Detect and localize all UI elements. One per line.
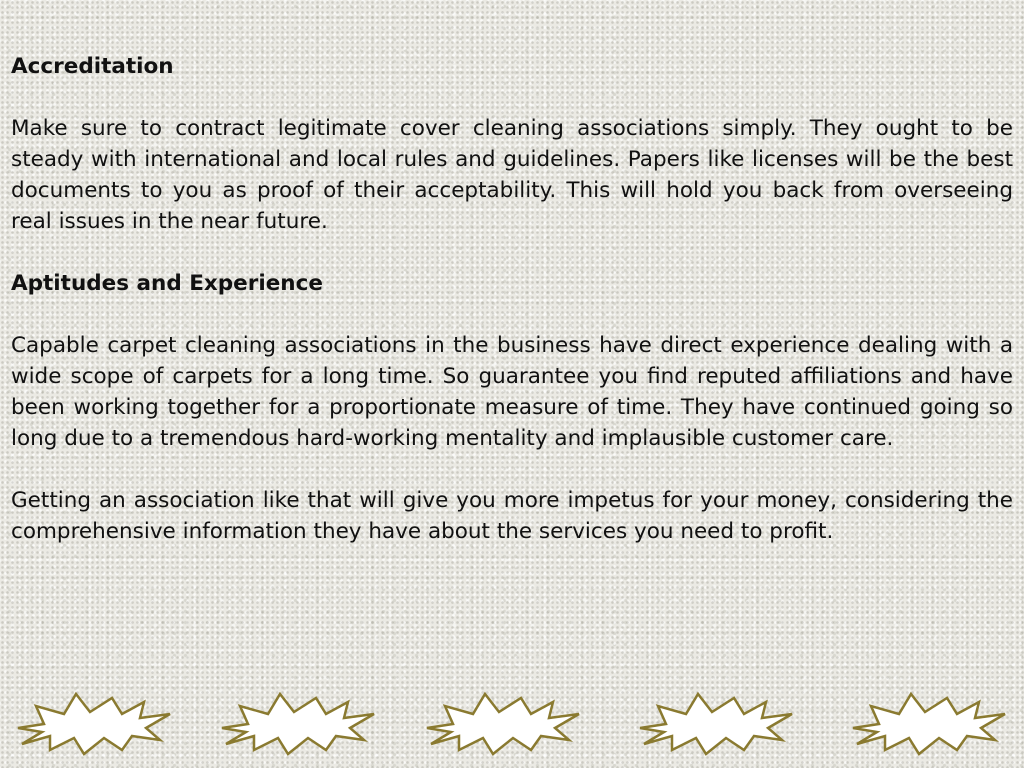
starburst-row <box>0 684 1024 758</box>
aptitudes-paragraph-2: Getting an association like that will give you more impetus for your money, considering the comprehensive information they have about the services you need to profit. <box>11 488 1013 544</box>
slide-content <box>11 51 1013 547</box>
section-heading-aptitudes: Aptitudes and Experience <box>11 271 323 296</box>
starburst-icon <box>222 694 374 754</box>
starburst-icon <box>640 694 792 754</box>
section-heading-accreditation: Accreditation <box>11 54 174 79</box>
starburst-icon <box>427 694 579 754</box>
aptitudes-paragraph-1: Capable carpet cleaning associations in the business have direct experience dealing with a wide scope of carpets for a long time. So guarantee you find reputed affiliations and have been working together for a proportionate measure of time. They have continued going so long due to a tremendous hard-working mentality and implausible customer care. <box>11 333 1013 451</box>
starburst-icon <box>18 694 170 754</box>
starburst-icon <box>853 694 1005 754</box>
accreditation-paragraph: Make sure to contract legitimate cover cleaning associations simply. They ought to be steady with international and local rules and guidelines. Papers like licenses will be the best documents to you as proof of their acceptability. This will hold you back from overseeing real issues in the near future. <box>11 116 1013 234</box>
